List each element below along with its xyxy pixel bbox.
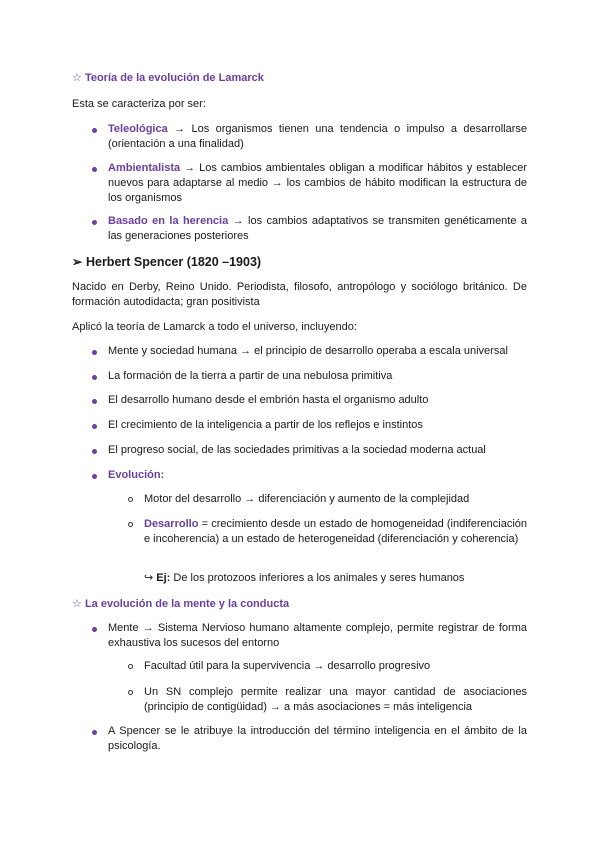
- mind-title: La evolución de la mente y la conducta: [84, 598, 290, 610]
- spencer-applied: Aplicó la teoría de Lamarck a todo el universo, incluyendo:: [72, 321, 357, 333]
- example-line: ↪ Ej: De los protozoos inferiores a los animales y seres humanos: [144, 572, 465, 584]
- list-item: Mente → Sistema Nervioso humano altamente complejo, permite registrar de forma exhaustiva los sucesos del entorno: [108, 622, 527, 649]
- lamarck-title: Teoría de la evolución de Lamarck: [84, 72, 264, 84]
- lamarck-heading: [72, 71, 527, 86]
- arrowhead-icon: ➢: [72, 255, 83, 269]
- sub-list-item: Motor del desarrollo → diferenciación y aumento de la complejidad: [144, 493, 470, 505]
- bullet-icon: [92, 449, 97, 454]
- list-item: La formación de la tierra a partir de una nebulosa primitiva: [108, 370, 393, 382]
- mind-heading: [72, 597, 527, 612]
- spencer-heading: [72, 255, 527, 270]
- circle-bullet-icon: [128, 497, 133, 502]
- sub-list-item: Facultad útil para la supervivencia → desarrollo progresivo: [144, 660, 431, 672]
- evolution-label: Evolución:: [108, 469, 165, 481]
- list-item: A Spencer se le atribuye la introducción del término inteligencia en el ámbito de la psicología.: [108, 725, 527, 752]
- bullet-icon: [92, 128, 97, 133]
- bullet-icon: [92, 350, 97, 355]
- list-item: Teleológica → Los organismos tienen una tendencia o impulso a desarrollarse (orientación a una finalidad): [108, 123, 527, 150]
- sub-list-item: Un SN complejo permite realizar una mayor cantidad de asociaciones (principio de contigüidad) → a más asociaciones = más inteligencia: [144, 686, 527, 713]
- bullet-icon: [92, 399, 97, 404]
- list-item: El progreso social, de las sociedades primitivas a la sociedad moderna actual: [108, 444, 486, 456]
- star-icon: ☆: [72, 72, 82, 84]
- sub-list-item: Desarrollo = crecimiento desde un estado de homogeneidad (indiferenciación e incoherencia) a un estado de heterogeneidad (diferenciación y coherencia): [144, 518, 527, 545]
- lamarck-intro: Esta se caracteriza por ser:: [72, 98, 206, 110]
- bullet-icon: [92, 474, 97, 479]
- list-item: El desarrollo humano desde el embrión hasta el organismo adulto: [108, 394, 429, 406]
- bullet-icon: [92, 627, 97, 632]
- circle-bullet-icon: [128, 522, 133, 527]
- bullet-icon: [92, 220, 97, 225]
- bullet-icon: [92, 375, 97, 380]
- spencer-title: Herbert Spencer (1820 –1903): [85, 255, 262, 269]
- list-item: Ambientalista → Los cambios ambientales obligan a modificar hábitos y establecer nuevos para adaptarse al medio → los cambios de hábito modifican la estructura de los organismos: [108, 162, 527, 204]
- return-arrow-icon: ↪: [144, 572, 154, 584]
- list-item: Mente y sociedad humana → el principio de desarrollo operaba a escala universal: [108, 345, 508, 357]
- bullet-icon: [92, 424, 97, 429]
- circle-bullet-icon: [128, 690, 133, 695]
- bullet-icon: [92, 730, 97, 735]
- list-item: El crecimiento de la inteligencia a partir de los reflejos e instintos: [108, 419, 423, 431]
- list-item: Basado en la herencia → los cambios adaptativos se transmiten genéticamente a las generaciones posteriores: [108, 215, 527, 242]
- circle-bullet-icon: [128, 664, 133, 669]
- spencer-bio: Nacido en Derby, Reino Unido. Periodista, filosofo, antropólogo y sociólogo británico. De formación autodidacta; gran positivista: [72, 281, 527, 308]
- star-icon: ☆: [72, 598, 82, 610]
- bullet-icon: [92, 167, 97, 172]
